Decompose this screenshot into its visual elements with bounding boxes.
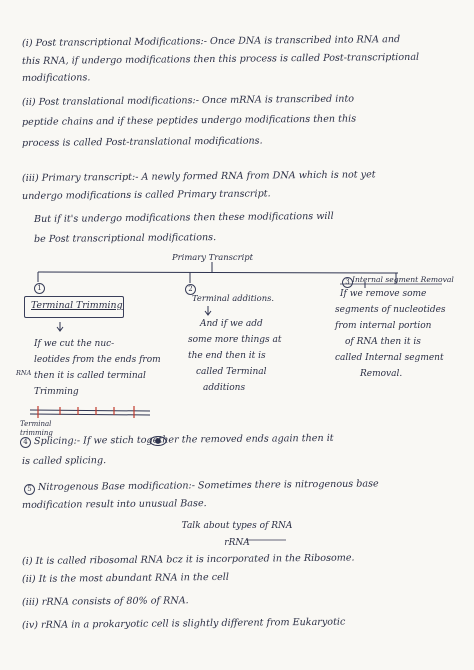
b1-text: If we cut the nuc-	[34, 339, 115, 349]
rna-item: (i) It is called ribosomal RNA bcz it is incorporated in the Ribosome.	[21, 552, 355, 567]
nitrogenous-line: modification result into unusual Base.	[21, 498, 207, 511]
note-line: this RNA, if undergo modifications then this process is called Post-transcriptional	[21, 51, 420, 67]
rna-item: (iv) rRNA in a prokaryotic cell is slightly different from Eukaryotic	[21, 616, 346, 631]
rna-heading: Talk about types of RNA	[181, 521, 293, 531]
b1-margin-label: RNA	[16, 369, 32, 377]
internal-segment-title: Internal segment Removal	[352, 275, 454, 284]
nitrogenous-line: Nitrogenous Base modification:- Sometimes there is nitrogenous base	[37, 478, 379, 493]
splicing-line: Splicing:- If we stich together the removed ends again then it	[33, 432, 334, 447]
branch-number: 2	[185, 284, 196, 295]
note-line: (iii) Primary transcript:- A newly formed RNA from DNA which is not yet	[21, 169, 376, 184]
note-line: undergo modifications is called Primary transcript.	[21, 188, 271, 202]
note-line: modifications.	[21, 72, 91, 84]
splicing-line: is called splicing.	[21, 455, 107, 467]
branch-number: 1	[34, 283, 45, 294]
terminal-additions-title: Terminal additions.	[192, 293, 275, 303]
b1-strip-label: Terminal trimming	[20, 420, 53, 437]
b3-text: called Internal segment	[335, 353, 444, 363]
b1-text: Trimming	[34, 387, 79, 397]
note-line: (i) Post transcriptional Modifications:- Once DNA is transcribed into RNA and	[21, 34, 401, 49]
terminal-trimming-title: Terminal Trimming	[31, 300, 123, 311]
b3-text: If we remove some	[340, 289, 427, 299]
rna-item: (iii) rRNA consists of 80% of RNA.	[21, 595, 189, 608]
b1-text: then it is called terminal	[34, 371, 146, 381]
b2-text: some more things at	[188, 335, 282, 345]
point-number: 4	[20, 437, 31, 448]
diagram-title: Primary Transcript	[172, 252, 254, 262]
rna-subheading: rRNA	[224, 538, 250, 548]
b1-text: leotides from the ends from	[34, 355, 161, 365]
b3-text: from internal portion	[335, 321, 432, 331]
note-line: But if it's undergo modifications then these modifications will	[33, 210, 334, 225]
b3-text: of RNA then it is	[345, 337, 421, 347]
note-line: peptide chains and if these peptides undergo modifications then this	[21, 113, 357, 128]
note-line: process is called Post-translational modifications.	[21, 135, 263, 149]
note-line: (ii) Post translational modifications:- Once mRNA is transcribed into	[21, 93, 355, 108]
b3-text: segments of nucleotides	[335, 305, 446, 315]
b2-text: the end then it is	[188, 351, 266, 361]
b3-text: Removal.	[360, 369, 403, 379]
note-line: be Post transcriptional modifications.	[33, 232, 217, 245]
b2-text: called Terminal	[196, 367, 267, 377]
branch-number: 3	[342, 277, 353, 288]
point-number: 5	[24, 484, 35, 495]
rna-item: (ii) It is the most abundant RNA in the cell	[21, 571, 229, 585]
b2-text: And if we add	[200, 319, 263, 329]
b2-text: additions	[203, 383, 246, 393]
